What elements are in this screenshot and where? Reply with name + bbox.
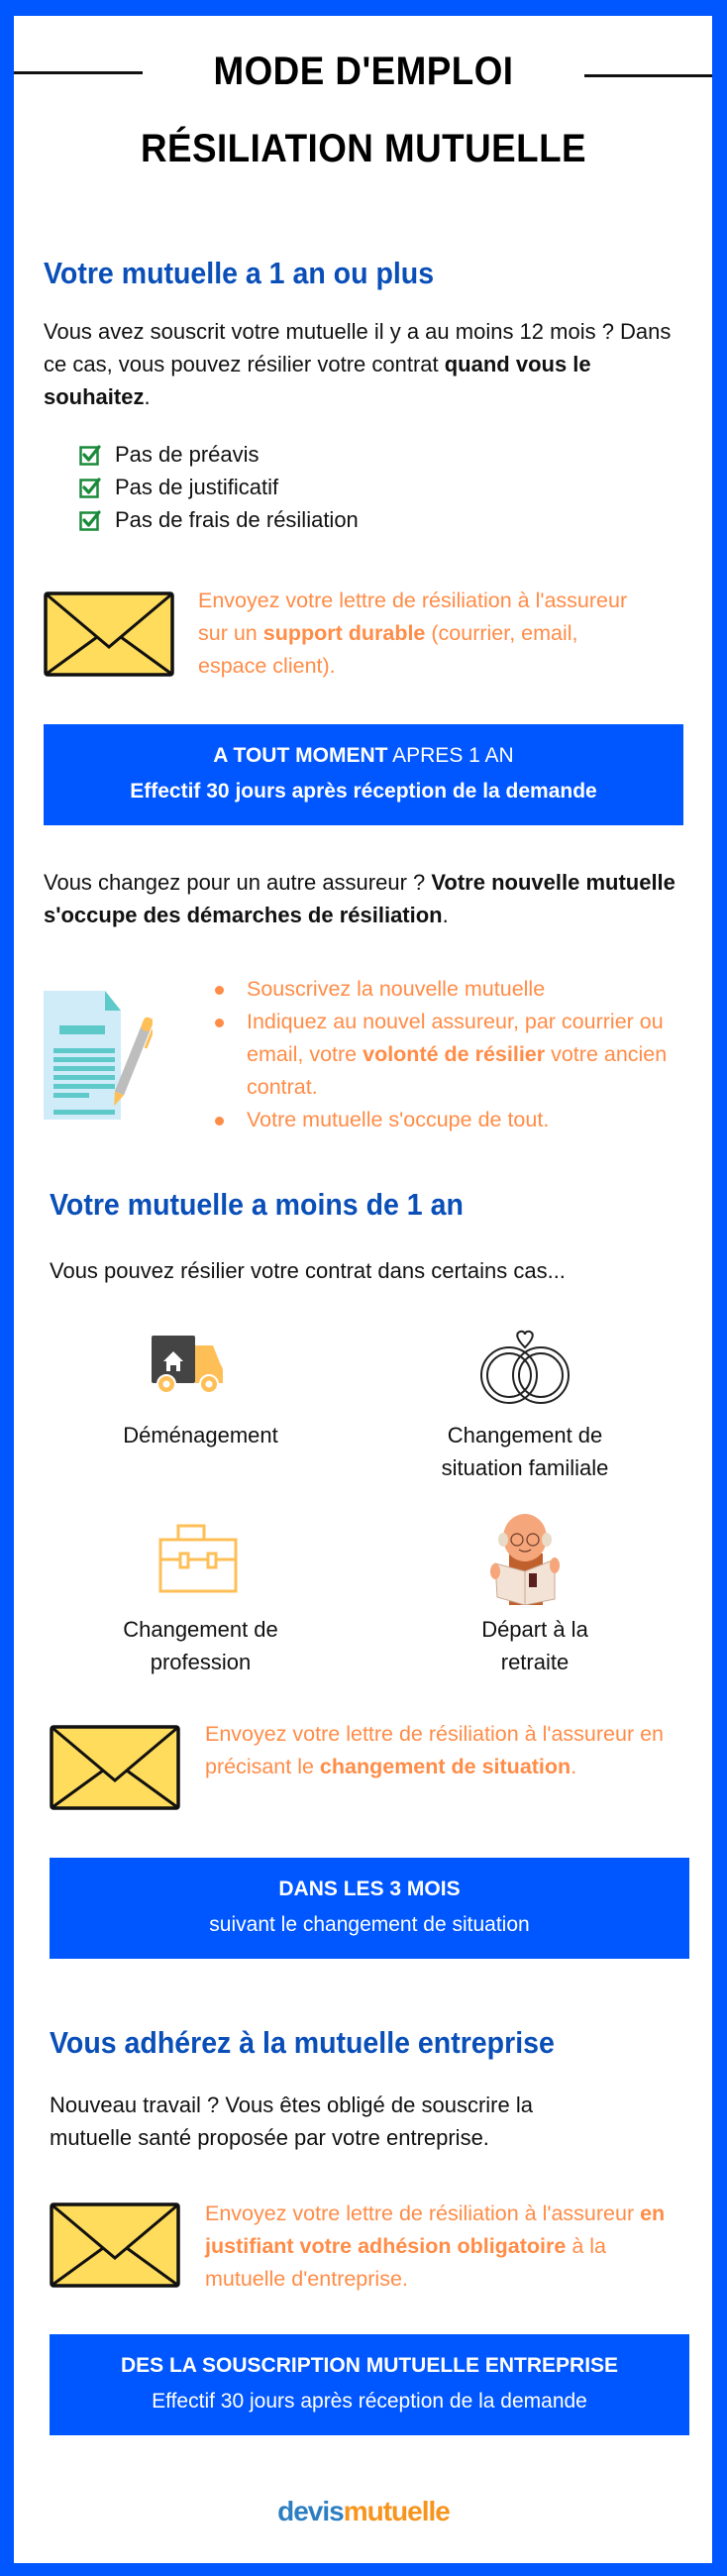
section1-intro: Vous avez souscrit votre mutuelle il y a au moins 12 mois ? Dans ce cas, vous pouvez résilier votre contrat quand vous le souhaitez. bbox=[44, 319, 672, 409]
callout-company-subscription: DES LA SOUSCRIPTION MUTUELLE ENTREPRISE Effectif 30 jours après réception de la demande bbox=[50, 2334, 689, 2435]
new-insurer-steps bbox=[215, 973, 671, 1136]
case-label-family: Changement de situation familiale bbox=[441, 1423, 609, 1480]
checkbox-checked-icon bbox=[79, 509, 101, 531]
section3-intro: Nouveau travail ? Vous êtes obligé de souscrire la mutuelle santé proposée par votre entreprise. bbox=[50, 2093, 533, 2150]
retiree-reading-icon bbox=[489, 1514, 561, 1605]
callout-within-3-months: DANS LES 3 MOIS suivant le changement de situation bbox=[50, 1858, 689, 1959]
case-label-retirement: Départ à la retraite bbox=[481, 1617, 588, 1674]
page-title-line1: MODE D'EMPLOI bbox=[213, 50, 514, 93]
envelope-icon bbox=[50, 2202, 180, 2288]
case-label-profession: Changement de profession bbox=[123, 1617, 278, 1674]
checklist-item: Pas de justificatif bbox=[79, 471, 359, 503]
section2-envelope-note: Envoyez votre lettre de résiliation à l'assureur en précisant le changement de situation. bbox=[205, 1722, 665, 1778]
benefits-checklist bbox=[79, 438, 359, 536]
section1-envelope-note: Envoyez votre lettre de résiliation à l'assureur sur un support durable (courrier, email, espace client). bbox=[198, 589, 628, 678]
brand-logo: devismutuelle bbox=[277, 2496, 450, 2526]
section-heading-company-mutual: Vous adhérez à la mutuelle entreprise bbox=[50, 2025, 555, 2060]
step-item: Indiquez au nouvel assureur, par courrier ou email, votre volonté de résilier votre ancien contrat. bbox=[215, 1006, 671, 1104]
callout-anytime-after-1-year: A TOUT MOMENT APRES 1 AN Effectif 30 jours après réception de la demande bbox=[44, 724, 683, 825]
envelope-icon bbox=[44, 591, 174, 677]
envelope-icon bbox=[50, 1725, 180, 1810]
wedding-rings-icon bbox=[477, 1330, 572, 1405]
checkbox-checked-icon bbox=[79, 477, 101, 498]
checkbox-checked-icon bbox=[79, 444, 101, 466]
briefcase-icon bbox=[158, 1524, 238, 1593]
section-heading-1-year-or-more: Votre mutuelle a 1 an ou plus bbox=[44, 256, 435, 290]
page-title-line2: RÉSILIATION MUTUELLE bbox=[140, 127, 587, 170]
change-insurer-text: Vous changez pour un autre assureur ? Votre nouvelle mutuelle s'occupe des démarches de résiliation. bbox=[44, 870, 675, 927]
checklist-item: Pas de frais de résiliation bbox=[79, 503, 359, 536]
section-heading-less-than-1-year: Votre mutuelle a moins de 1 an bbox=[50, 1187, 464, 1222]
moving-truck-icon bbox=[152, 1336, 255, 1393]
section2-intro: Vous pouvez résilier votre contrat dans certains cas... bbox=[50, 1258, 566, 1283]
checklist-item: Pas de préavis bbox=[79, 438, 359, 471]
section3-envelope-note: Envoyez votre lettre de résiliation à l'assureur en justifiant votre adhésion obligatoire à la mutuelle d'entreprise. bbox=[205, 2201, 666, 2291]
step-item: Votre mutuelle s'occupe de tout. bbox=[215, 1104, 671, 1136]
case-label-moving: Déménagement bbox=[123, 1423, 278, 1448]
step-item: Souscrivez la nouvelle mutuelle bbox=[215, 973, 671, 1006]
document-pen-icon bbox=[44, 991, 153, 1122]
